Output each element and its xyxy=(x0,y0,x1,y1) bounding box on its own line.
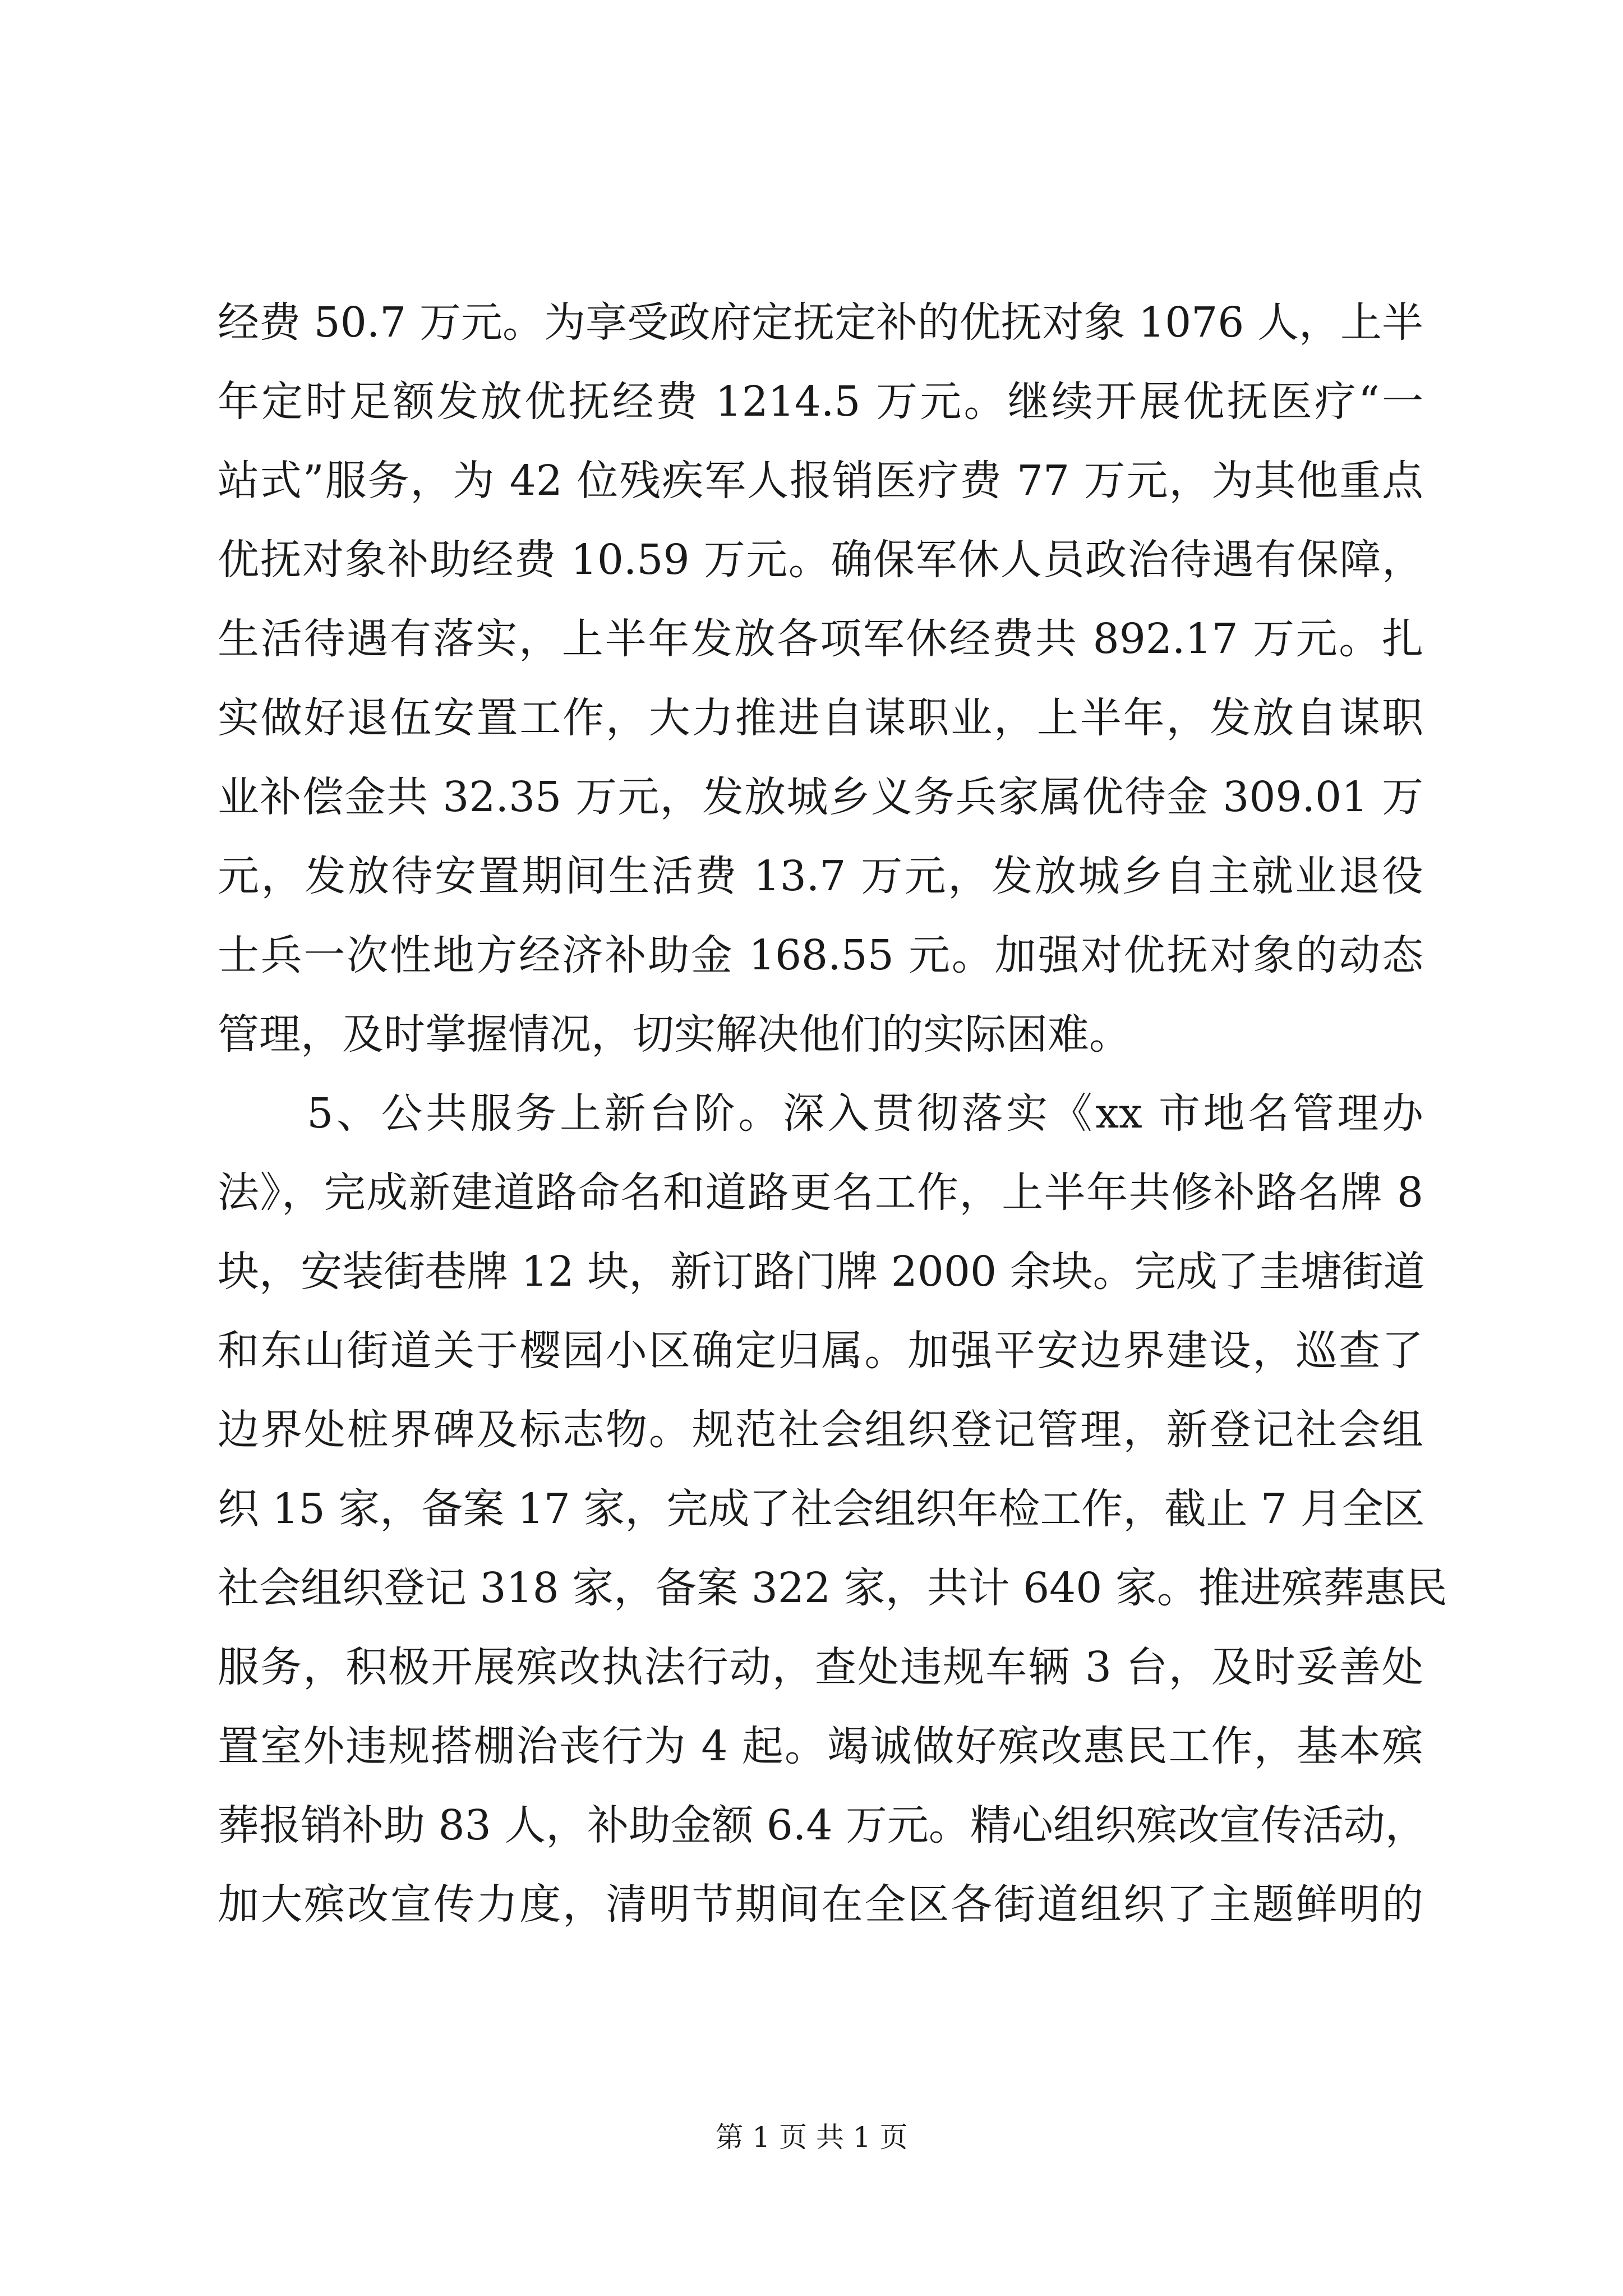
text-line: 年定时足额发放优抚经费 1214.5 万元。继续开展优抚医疗“一 xyxy=(218,378,1423,426)
text-line: 块，安装街巷牌 12 块，新订路门牌 2000 余块。完成了圭塘街道 xyxy=(218,1248,1425,1296)
text-line: 服务，积极开展殡改执法行动，查处违规车辆 3 台，及时妥善处 xyxy=(218,1643,1423,1691)
text-line: 实做好退伍安置工作，大力推进自谋职业，上半年，发放自谋职 xyxy=(218,694,1423,742)
text-line: 元，发放待安置期间生活费 13.7 万元，发放城乡自主就业退役 xyxy=(218,852,1423,900)
text-line: 士兵一次性地方经济补助金 168.55 元。加强对优抚对象的动态 xyxy=(218,931,1423,979)
text-line: 边界处桩界碑及标志物。规范社会组织登记管理，新登记社会组 xyxy=(218,1406,1423,1454)
text-line: 社会组织登记 318 家，备案 322 家，共计 640 家。推进殡葬惠民 xyxy=(218,1564,1447,1612)
text-line: 生活待遇有落实，上半年发放各项军休经费共 892.17 万元。扎 xyxy=(218,615,1423,663)
text-line: 经费 50.7 万元。为享受政府定抚定补的优抚对象 1076 人，上半 xyxy=(218,298,1423,347)
text-line: 置室外违规搭棚治丧行为 4 起。竭诚做好殡改惠民工作，基本殡 xyxy=(218,1722,1423,1770)
text-line: 织 15 家，备案 17 家，完成了社会组织年检工作，截止 7 月全区 xyxy=(218,1485,1425,1533)
text-line: 优抚对象补助经费 10.59 万元。确保军休人员政治待遇有保障， xyxy=(218,536,1423,584)
text-line: 和东山街道关于樱园小区确定归属。加强平安边界建设，巡查了 xyxy=(218,1327,1423,1375)
body-text xyxy=(218,283,1447,1944)
text-line: 5、公共服务上新台阶。深入贯彻落实《xx 市地名管理办 xyxy=(218,1089,1423,1138)
text-line: 站式”服务，为 42 位残疾军人报销医疗费 77 万元，为其他重点 xyxy=(218,457,1423,505)
text-line: 法》，完成新建道路命名和道路更名工作，上半年共修补路名牌 8 xyxy=(218,1168,1423,1217)
text-line: 加大殡改宣传力度，清明节期间在全区各街道组织了主题鲜明的 xyxy=(218,1880,1423,1929)
text-line: 葬报销补助 83 人，补助金额 6.4 万元。精心组织殡改宣传活动， xyxy=(218,1801,1427,1849)
text-line: 业补偿金共 32.35 万元，发放城乡义务兵家属优待金 309.01 万 xyxy=(218,773,1423,821)
text-line: 管理，及时掌握情况，切实解决他们的实际困难。 xyxy=(218,1010,1131,1059)
page-footer: 第 1 页 共 1 页 xyxy=(715,2121,908,2154)
